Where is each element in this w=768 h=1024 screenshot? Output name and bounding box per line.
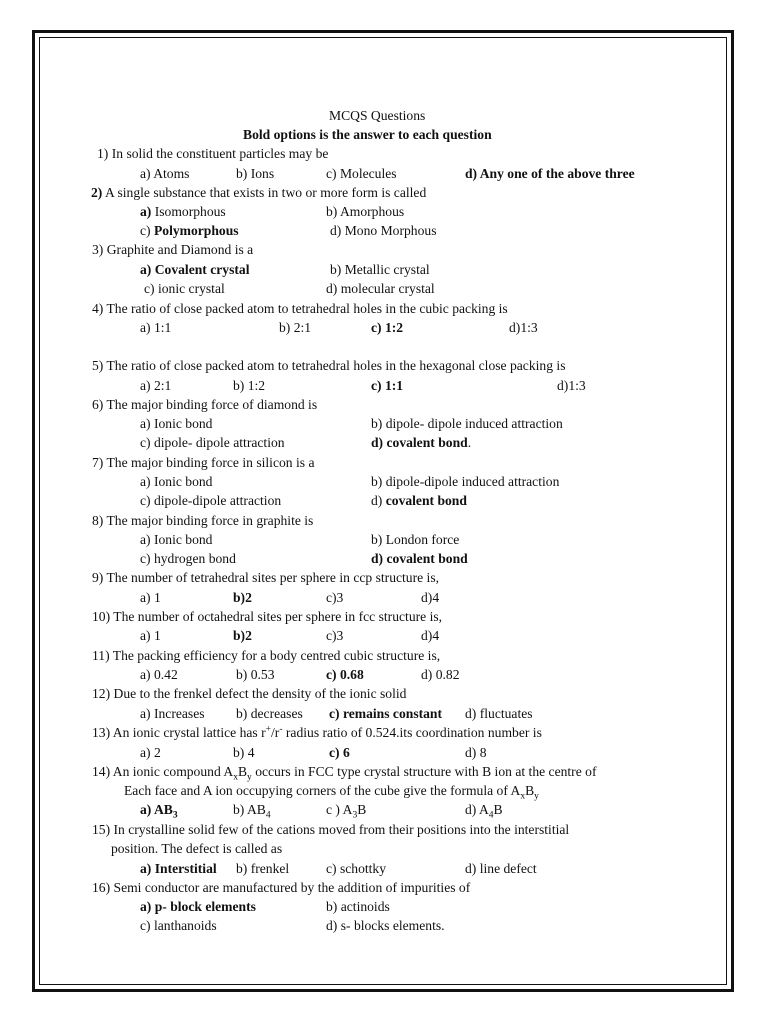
q6-option-c: c) dipole- dipole attraction [140,435,285,450]
question-2 [91,184,426,201]
q14-option-d-text-2: B [493,802,503,817]
question-14-line-2 [124,782,539,802]
q10-option-b: b)2 [233,628,252,643]
q2-option-d: d) Mono Morphous [330,223,437,238]
q13-text-3: radius ratio of 0.524.its coordination number is [282,725,542,740]
page-title: MCQS Questions [329,108,426,123]
q16-option-a: a) p- block elements [140,899,256,914]
q6-option-a: a) Ionic bond [140,416,213,431]
q14-option-c-text-2: B [357,802,367,817]
page-subtitle: Bold options is the answer to each question [243,127,492,142]
q11-option-c: c) 0.68 [326,667,364,682]
q11-option-b: b) 0.53 [236,667,275,682]
q14-option-b-sub: 4 [265,810,271,821]
q3-option-a: a) Covalent crystal [140,262,250,277]
q7-option-c: c) dipole-dipole attraction [140,493,282,508]
q14-option-c-text: c ) A [326,802,353,817]
q4-option-d: d)1:3 [509,320,538,335]
question-9: 9) The number of tetrahedral sites per sphere in ccp structure is, [92,570,440,585]
q16-option-d: d) s- blocks elements. [326,918,445,933]
q15-option-b: b) frenkel [236,861,290,876]
q15-option-c: c) schottky [326,861,387,876]
q14-option-d [465,801,503,821]
q9-option-a: a) 1 [140,590,161,605]
q7-option-d-prefix: d) [371,493,383,508]
question-1: 1) In solid the constituent particles may be [97,146,329,161]
q14-text-4: Each face and A ion occupying corners of the cube give the formula of A [124,783,521,798]
question-11: 11) The packing efficiency for a body centred cubic structure is, [92,648,441,663]
q2-option-c-text: Polymorphous [153,223,239,238]
q15-option-a: a) Interstitial [140,861,217,876]
question-15-line-1: 15) In crystalline solid few of the cations moved from their positions into the interstitial [92,822,570,837]
q5-option-c: c) 1:1 [371,378,404,393]
q2-option-c [140,222,239,239]
q2-option-a [140,203,226,220]
q1-option-c: c) Molecules [326,166,397,181]
q5-option-b: b) 1:2 [233,378,266,393]
question-14-line-1 [92,763,597,783]
q10-option-d: d)4 [421,628,440,643]
q13-option-a: a) 2 [140,745,161,760]
question-7: 7) The major binding force in silicon is a [92,455,315,470]
q7-option-d [371,492,467,509]
q14-sub-y: y [247,772,252,783]
q4-option-b: b) 2:1 [279,320,312,335]
q14-sub-x: x [233,772,238,783]
q14-option-b [233,801,271,821]
q2-text: A single substance that exists in two or more form is called [104,185,427,200]
question-3: 3) Graphite and Diamond is a [92,242,254,257]
q16-option-c: c) lanthanoids [140,918,217,933]
q13-sup-minus: - [279,724,283,735]
question-10: 10) The number of octahedral sites per sphere in fcc structure is, [92,609,443,624]
q7-option-b: b) dipole-dipole induced attraction [371,474,560,489]
question-13 [92,724,542,741]
q13-option-b: b) 4 [233,745,255,760]
q8-option-c: c) hydrogen bond [140,551,236,566]
q14-option-b-text: b) AB [233,802,266,817]
q14-option-a-text: a) AB [140,802,173,817]
q14-option-d-text: d) A [465,802,489,817]
q7-option-a: a) Ionic bond [140,474,213,489]
q2-number: 2) [91,185,103,200]
question-8: 8) The major binding force in graphite is [92,513,314,528]
q14-sub-y-2: y [534,791,539,802]
q2-option-a-prefix: a) [140,204,152,219]
q13-text-1: 13) An ionic crystal lattice has r [92,725,266,740]
q14-sub-x-2: x [520,791,526,802]
q14-option-c [326,801,367,821]
q3-option-b: b) Metallic crystal [330,262,430,277]
q8-option-b: b) London force [371,532,460,547]
q8-option-d: d) covalent bond [371,551,468,566]
q12-option-b: b) decreases [236,706,303,721]
q9-option-b: b)2 [233,590,252,605]
q2-option-c-prefix: c) [140,223,151,238]
q12-option-c: c) remains constant [329,706,443,721]
q14-option-a-sub: 3 [172,810,178,821]
q6-option-b: b) dipole- dipole induced attraction [371,416,563,431]
question-6: 6) The major binding force of diamond is [92,397,318,412]
q13-text-2: /r [271,725,280,740]
q6-option-d [371,434,471,451]
q11-option-a: a) 0.42 [140,667,178,682]
q6-option-d-text: d) covalent bond [371,435,468,450]
q1-option-d: d) Any one of the above three [465,166,635,181]
q13-option-d: d) 8 [465,745,487,760]
q1-option-b: b) Ions [236,166,275,181]
q14-text-3: occurs in FCC type crystal structure with B ion at the centre of [251,764,597,779]
q14-option-a [140,801,178,821]
question-5: 5) The ratio of close packed atom to tetrahedral holes in the hexagonal close packing is [92,358,566,373]
q14-option-d-sub: 4 [488,810,494,821]
q7-option-d-text: covalent bond [385,493,467,508]
q4-option-a: a) 1:1 [140,320,172,335]
q14-text-2: B [237,764,248,779]
q11-option-d: d) 0.82 [421,667,460,682]
q13-sup-plus: + [265,724,272,735]
q5-option-a: a) 2:1 [140,378,172,393]
q8-option-a: a) Ionic bond [140,532,213,547]
q6-option-d-suffix: . [467,435,472,450]
question-4: 4) The ratio of close packed atom to tetrahedral holes in the cubic packing is [92,301,508,316]
q5-option-d: d)1:3 [557,378,586,393]
question-15-line-2: position. The defect is called as [111,841,283,856]
q4-option-c: c) 1:2 [371,320,404,335]
q2-option-a-text: Isomorphous [154,204,226,219]
q15-option-d: d) line defect [465,861,537,876]
q14-text-1: 14) An ionic compound A [92,764,234,779]
q10-option-a: a) 1 [140,628,161,643]
q1-option-a: a) Atoms [140,166,190,181]
q14-option-c-sub: 3 [352,810,358,821]
q12-option-d: d) fluctuates [465,706,533,721]
q9-option-d: d)4 [421,590,440,605]
q16-option-b: b) actinoids [326,899,390,914]
q10-option-c: c)3 [326,628,344,643]
q13-option-c: c) 6 [329,745,350,760]
q12-option-a: a) Increases [140,706,205,721]
q14-text-5: B [525,783,535,798]
question-12: 12) Due to the frenkel defect the density of the ionic solid [92,686,407,701]
q3-option-c: c) ionic crystal [144,281,225,296]
q9-option-c: c)3 [326,590,344,605]
q3-option-d: d) molecular crystal [326,281,435,296]
question-16: 16) Semi conductor are manufactured by the addition of impurities of [92,880,471,895]
q2-option-b: b) Amorphous [326,204,405,219]
